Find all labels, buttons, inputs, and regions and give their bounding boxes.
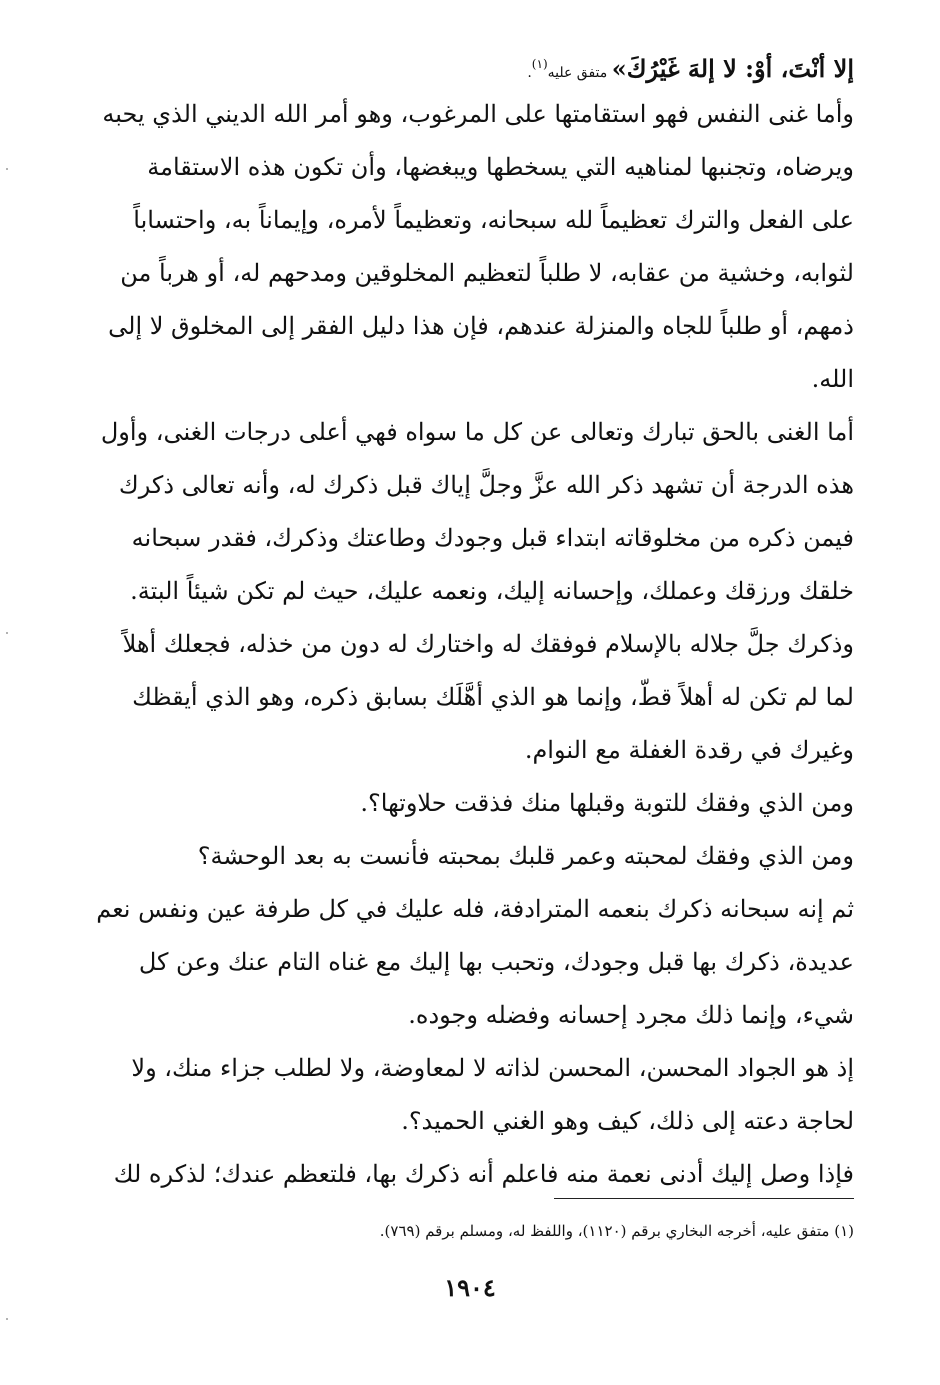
scan-speck [6, 632, 8, 634]
text-line: إذ هو الجواد المحسن، المحسن لذاته لا لمعاوضة، ولا لطلب جزاء منك، ولا [131, 1054, 854, 1082]
text-line: أما الغنى بالحق تبارك وتعالى عن كل ما سواه فهي أعلى درجات الغنى، وأول [100, 418, 854, 446]
page-body [78, 40, 854, 1201]
attribution: متفق عليه [547, 65, 612, 81]
text-line: لثوابه، وخشية من عقابه، لا طلباً لتعظيم المخلوقين ومدحهم له، أو هرباً من [120, 259, 854, 287]
scan-speck [6, 168, 8, 170]
text-line: شيء، وإنما ذلك مجرد إحسانه وفضله وجوده. [408, 1001, 854, 1029]
text-line: لحاجة دعته إلى ذلك، كيف وهو الغني الحميد؟. [401, 1107, 854, 1135]
text-line: لما لم تكن له أهلاً قطّ، وإنما هو الذي أهَّلَك بسابق ذكره، وهو الذي أيقظك [132, 683, 854, 711]
text-line: عديدة، ذكرك بها قبل وجودك، وتحبب بها إليك مع غناه التام عنك وعن كل [138, 948, 854, 976]
text-line: على الفعل والترك تعظيماً لله سبحانه، وتعظيماً لأمره، وإيماناً به، واحتساباً [133, 206, 854, 234]
text-line: وغيرك في رقدة الغفلة مع النوام. [524, 736, 854, 764]
footnote-marker: (١) [531, 57, 548, 71]
page-number: ١٩٠٤ [444, 1273, 496, 1302]
text-line [78, 40, 854, 88]
footnote-divider [554, 1198, 854, 1199]
hadith-quote: إلا أنْتَ، أوْ: لا إلهَ غَيْرُكَ [626, 54, 854, 83]
text-line: ويرضاه، وتجنبها لمناهيه التي يسخطها ويبغضها، وأن تكون هذه الاستقامة [147, 153, 854, 181]
quote-mark: » [611, 54, 627, 83]
text-line: وأما غنى النفس فهو استقامتها على المرغوب، وهو أمر الله الديني الذي يحبه [102, 100, 854, 128]
sentence-end: . [527, 65, 532, 81]
text-line: فإذا وصل إليك أدنى نعمة منه فاعلم أنه ذكرك بها، فلتعظم عندك؛ لذكره لك [113, 1160, 854, 1188]
text-line: ومن الذي وفقك للتوبة وقبلها منك فذقت حلاوتها؟. [360, 789, 854, 817]
text-line: الله. [811, 365, 854, 393]
text-line: خلقك ورزقك وعملك، وإحسانه إليك، ونعمه عليك، حيث لم تكن شيئاً البتة. [130, 577, 854, 605]
scan-speck [6, 1318, 8, 1320]
text-line: ثم إنه سبحانه ذكرك بنعمه المترادفة، فله عليك في كل طرفة عين ونفس نعم [96, 895, 854, 923]
text-line: ومن الذي وفقك لمحبته وعمر قلبك بمحبته فأنست به بعد الوحشة؟ [197, 842, 854, 870]
text-line: ذمهم، أو طلباً للجاه والمنزلة عندهم، فإن هذا دليل الفقر إلى المخلوق لا إلى [108, 312, 854, 340]
footnote: (١) متفق عليه، أخرجه البخاري برقم (١١٢٠)، واللفظ له، ومسلم برقم (٧٦٩). [379, 1222, 854, 1240]
text-line: هذه الدرجة أن تشهد ذكر الله عزَّ وجلَّ إياك قبل ذكرك له، وأنه تعالى ذكرك [118, 471, 854, 499]
text-line: فيمن ذكره من مخلوقاته ابتداء قبل وجودك وطاعتك وذكرك، فقدر سبحانه [131, 524, 854, 552]
text-line: وذكرك جلَّ جلاله بالإسلام فوفقك له واختارك له دون من خذله، فجعلك أهلاً [122, 630, 854, 658]
